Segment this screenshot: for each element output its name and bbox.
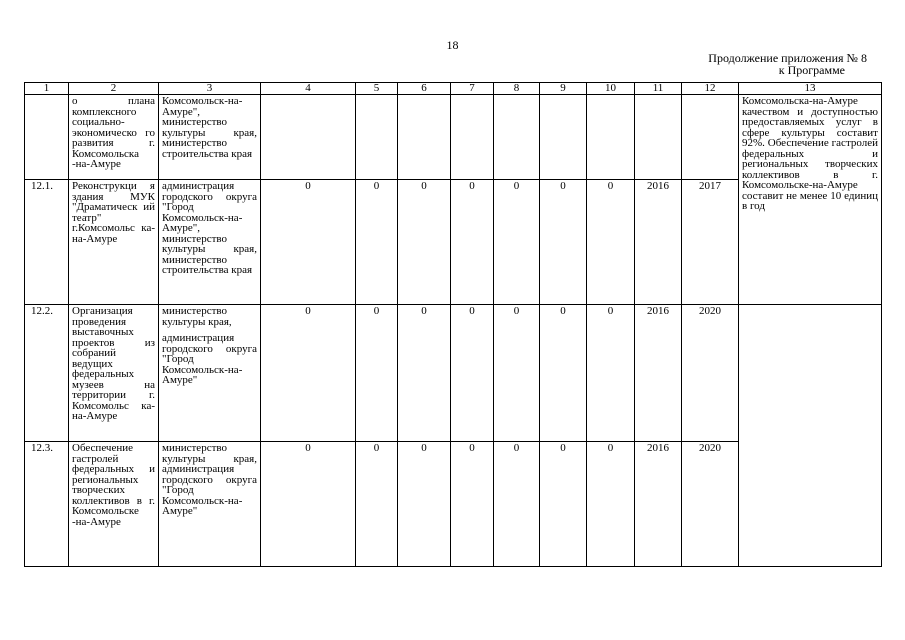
executor-line: администрация городского округа "Город Комсомольск-на-Амуре" — [162, 332, 257, 386]
value-cell: 0 — [587, 180, 635, 305]
column-header: 10 — [587, 83, 635, 95]
appendix-heading-line1: Продолжение приложения № 8 — [708, 51, 867, 65]
start-year: 2016 — [635, 305, 682, 442]
value-cell — [451, 95, 494, 180]
column-header: 4 — [261, 83, 356, 95]
row-number: 12.2. — [25, 305, 69, 442]
value-cell: 0 — [540, 442, 587, 567]
column-header: 5 — [356, 83, 398, 95]
empty-cell — [739, 305, 882, 567]
value-cell: 0 — [261, 305, 356, 442]
value-cell: 0 — [261, 442, 356, 567]
start-year: 2016 — [635, 180, 682, 305]
value-cell — [540, 95, 587, 180]
value-cell: 0 — [540, 180, 587, 305]
value-cell: 0 — [451, 442, 494, 567]
value-cell — [494, 95, 540, 180]
measure-name: Организация проведения выставочных проектов из собраний ведущих федеральных музеев на территории г. Комсомольс ка-на-Амуре — [69, 305, 159, 442]
value-cell: 0 — [494, 305, 540, 442]
table-row — [25, 305, 882, 442]
value-cell: 0 — [587, 305, 635, 442]
row-number — [25, 95, 69, 180]
appendix-heading-line2: к Программе — [778, 63, 845, 77]
table-row — [25, 95, 882, 180]
measure-name: Реконструкци я здания МУК "Драматическ ий театр" г.Комсомольс ка-на-Амуре — [69, 180, 159, 305]
executor — [159, 305, 261, 442]
value-cell: 0 — [587, 442, 635, 567]
column-header: 2 — [69, 83, 159, 95]
column-header: 12 — [682, 83, 739, 95]
start-year: 2016 — [635, 442, 682, 567]
value-cell: 0 — [398, 180, 451, 305]
column-header: 6 — [398, 83, 451, 95]
column-header: 7 — [451, 83, 494, 95]
executor: Комсомольск-на-Амуре", министерство культуры края, министерство строительства края — [159, 95, 261, 180]
executor: администрация городского округа "Город Комсомольск-на-Амуре", министерство культуры края, министерство строительства края — [159, 180, 261, 305]
header-row — [25, 83, 882, 95]
value-cell — [261, 95, 356, 180]
value-cell: 0 — [451, 180, 494, 305]
value-cell — [587, 95, 635, 180]
value-cell: 0 — [398, 442, 451, 567]
value-cell: 0 — [356, 442, 398, 567]
value-cell — [398, 95, 451, 180]
start-year — [635, 95, 682, 180]
value-cell: 0 — [398, 305, 451, 442]
value-cell: 0 — [540, 305, 587, 442]
column-header: 11 — [635, 83, 682, 95]
column-header: 9 — [540, 83, 587, 95]
end-year: 2020 — [682, 442, 739, 567]
row-number: 12.1. — [25, 180, 69, 305]
value-cell: 0 — [494, 442, 540, 567]
value-cell: 0 — [356, 305, 398, 442]
executor-line: министерство культуры края, — [162, 305, 232, 328]
page-number: 18 — [446, 38, 459, 52]
column-header: 8 — [494, 83, 540, 95]
measure-name: о плана комплексного социально-экономическо го развития г. Комсомольска -на-Амуре — [69, 95, 159, 180]
end-year: 2020 — [682, 305, 739, 442]
executor: министерство культуры края, администрация городского округа "Город Комсомольск-на-Амуре" — [159, 442, 261, 567]
value-cell: 0 — [356, 180, 398, 305]
appendix-heading — [667, 52, 867, 76]
expected-result: Комсомольска-на-Амуре качеством и доступностью предоставляемых услуг в сфере культуры составит 92%. Обеспечение гастролей федеральных и региональных творческих коллективов в г. Комсомольске-на-Амуре составит не менее 10 единиц в год — [739, 95, 882, 305]
end-year: 2017 — [682, 180, 739, 305]
column-header: 13 — [739, 83, 882, 95]
end-year — [682, 95, 739, 180]
measure-name: Обеспечение гастролей федеральных и региональных творческих коллективов в г. Комсомольске -на-Амуре — [69, 442, 159, 567]
value-cell: 0 — [494, 180, 540, 305]
row-number: 12.3. — [25, 442, 69, 567]
value-cell — [356, 95, 398, 180]
column-header: 3 — [159, 83, 261, 95]
column-header: 1 — [25, 83, 69, 95]
value-cell: 0 — [451, 305, 494, 442]
program-table — [24, 82, 882, 567]
value-cell: 0 — [261, 180, 356, 305]
